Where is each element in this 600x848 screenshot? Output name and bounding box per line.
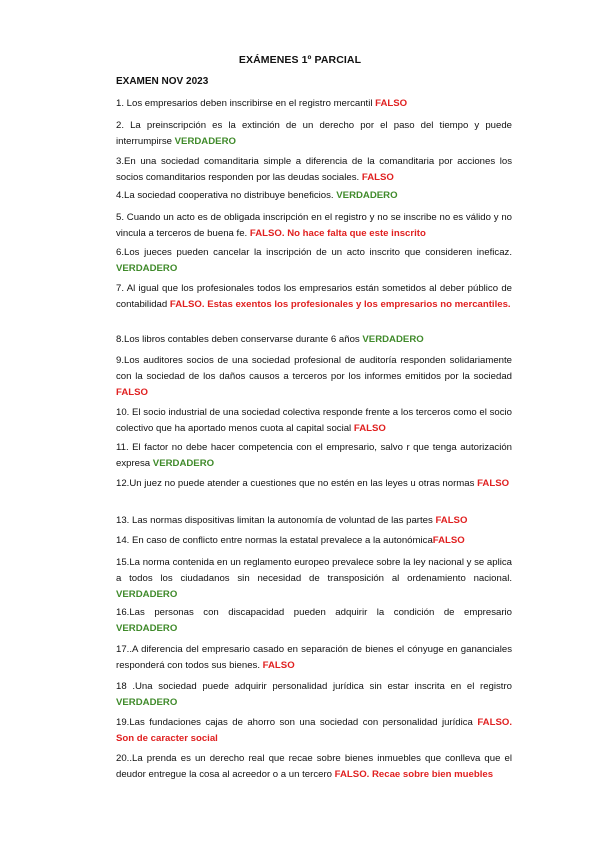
answer-label: FALSO. (249, 228, 285, 239)
answer-label: VERDADERO (116, 623, 178, 634)
question-text: 19.Las fundaciones cajas de ahorro son una sociedad con personalidad jurídica (116, 717, 478, 728)
question-6 (116, 245, 512, 277)
question-4 (116, 188, 512, 204)
question-text: 1. Los empresarios deben inscribirse en el registro mercantil (116, 98, 376, 109)
question-11 (116, 440, 512, 472)
question-text: 2. La preinscripción es la extinción de un derecho por el paso del tiempo y puede interrumpirse (116, 120, 512, 147)
answer-note: Son de caracter social (116, 733, 218, 744)
question-text: 5. Cuando un acto es de obligada inscripción en el registro y no se inscribe no es válido y no vincula a terceros de buena fe. (116, 212, 512, 239)
answer-note: Estas exentos los profesionales y los empresarios no mercantiles. (204, 299, 511, 310)
question-text: 20..La prenda es un derecho real que recae sobre bienes inmuebles que conlleva que el deudor entregue la cosa al acreedor o a un tercero (116, 753, 512, 780)
answer-label: FALSO (432, 535, 465, 546)
question-text: 18 .Una sociedad puede adquirir personalidad jurídica sin estar inscrita en el registro (116, 681, 512, 692)
answer-label: FALSO (375, 98, 408, 109)
answer-label: FALSO (435, 515, 468, 526)
question-14 (116, 533, 512, 549)
answer-label: FALSO (353, 423, 386, 434)
question-text: 6.Los jueces pueden cancelar la inscripción de un acto inscrito que consideren ineficaz. (116, 247, 512, 258)
question-text: 8.Los libros contables deben conservarse durante 6 años (116, 334, 363, 345)
question-text: 16.Las personas con discapacidad pueden adquirir la condición de empresario (116, 607, 512, 618)
answer-label: VERDADERO (116, 697, 178, 708)
question-13 (116, 513, 512, 529)
question-1 (116, 96, 512, 112)
answer-label: VERDADERO (336, 190, 398, 201)
question-3 (116, 154, 512, 186)
answer-label: FALSO (262, 660, 295, 671)
question-16 (116, 605, 512, 637)
answer-label: VERDADERO (116, 263, 178, 274)
question-text: 7. Al igual que los profesionales todos los empresarios están sometidos al deber público de contabilidad (116, 283, 512, 310)
answer-label: FALSO. (477, 717, 512, 728)
answer-label: FALSO. (334, 769, 370, 780)
question-text: 13. Las normas dispositivas limitan la autonomía de voluntad de las partes (116, 515, 436, 526)
question-text: 14. En caso de conflicto entre normas la estatal prevalece a la autonómica (116, 535, 433, 546)
question-19 (116, 715, 512, 747)
question-text: 11. El factor no debe hacer competencia con el empresario, salvo r que tenga autorización expresa (116, 442, 512, 469)
answer-label: VERDADERO (362, 334, 424, 345)
exam-heading: EXAMEN NOV 2023 (116, 76, 209, 87)
question-text: 10. El socio industrial de una sociedad colectiva responde frente a los terceros como el socio colectivo que ha aportado menos cuota al capital social (116, 407, 512, 434)
question-20 (116, 751, 512, 783)
answer-label: VERDADERO (152, 458, 215, 469)
answer-note: Recae sobre bien muebles (369, 769, 494, 780)
question-text: 4.La sociedad cooperativa no distribuye beneficios. (116, 190, 337, 201)
question-text: 15.La norma contenida en un reglamento europeo prevalece sobre la ley nacional y se aplica a todos los ciudadanos sin necesidad de transposición al ordenamiento nacional. (116, 557, 512, 584)
question-18 (116, 679, 512, 711)
question-12 (116, 476, 512, 492)
answer-label: FALSO (477, 478, 510, 489)
answer-label: VERDADERO (116, 589, 178, 600)
answer-note: No hace falta que este inscrito (284, 228, 426, 239)
question-15 (116, 555, 512, 603)
answer-label: FALSO. (169, 299, 205, 310)
question-9 (116, 353, 512, 401)
question-text: 12.Un juez no puede atender a cuestiones que no estén en las leyes u otras normas (116, 478, 478, 489)
answer-label: FALSO (361, 172, 394, 183)
question-7 (116, 281, 512, 313)
question-10 (116, 405, 512, 437)
question-8 (116, 332, 512, 348)
page-title: EXÁMENES 1º PARCIAL (238, 54, 362, 66)
answer-label: VERDADERO (174, 136, 236, 147)
question-2 (116, 118, 512, 150)
question-17 (116, 642, 512, 674)
question-text: 9.Los auditores socios de una sociedad profesional de auditoría responden solidariamente con la sociedad de los daños causos a terceros por los informes emitidos por la sociedad (116, 355, 512, 382)
question-5 (116, 210, 512, 242)
answer-label: FALSO (116, 387, 148, 398)
question-text: 3.En una sociedad comanditaria simple a diferencia de la comanditaria por acciones los socios comanditarios responden por las deudas sociales. (116, 156, 512, 183)
question-text: 17..A diferencia del empresario casado en separación de bienes el cónyuge en gananciales responderá con todos sus bienes. (116, 644, 512, 671)
